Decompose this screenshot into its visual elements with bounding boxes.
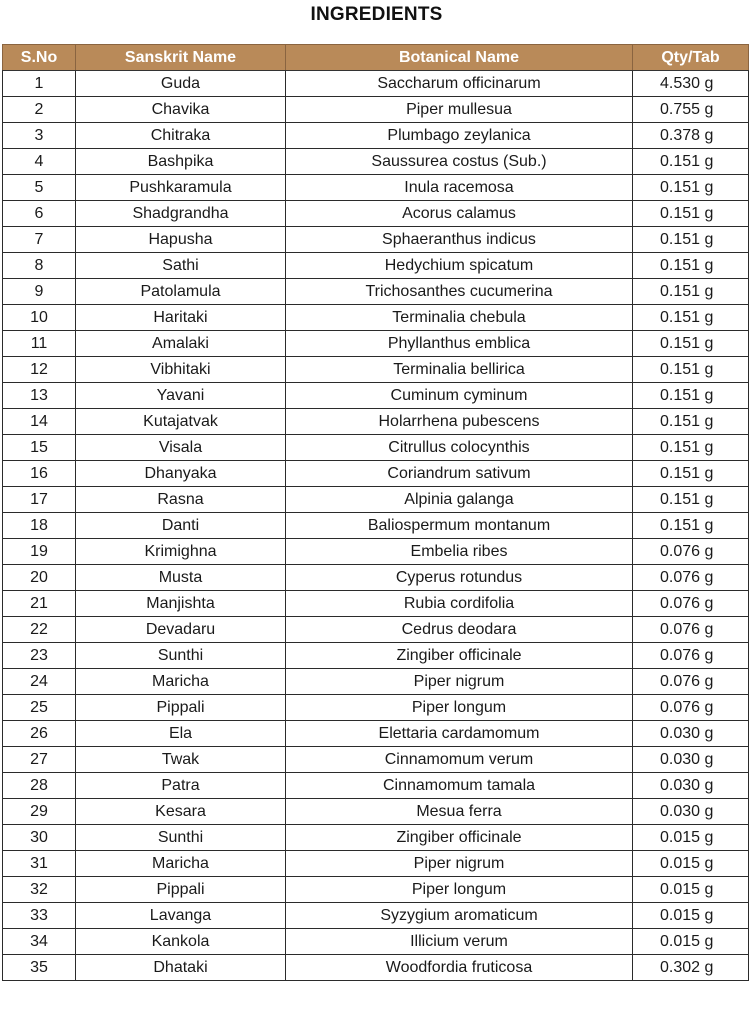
cell-sanskrit-name: Twak (76, 747, 286, 773)
ingredients-table (2, 44, 749, 981)
cell-sno: 4 (3, 149, 76, 175)
table-row (3, 851, 749, 877)
cell-botanical-name: Saussurea costus (Sub.) (286, 149, 633, 175)
cell-qty: 0.030 g (633, 721, 749, 747)
cell-sanskrit-name: Maricha (76, 669, 286, 695)
cell-qty: 0.755 g (633, 97, 749, 123)
table-row (3, 357, 749, 383)
cell-botanical-name: Rubia cordifolia (286, 591, 633, 617)
cell-botanical-name: Sphaeranthus indicus (286, 227, 633, 253)
cell-qty: 0.302 g (633, 955, 749, 981)
table-row (3, 721, 749, 747)
cell-sanskrit-name: Kesara (76, 799, 286, 825)
cell-sanskrit-name: Hapusha (76, 227, 286, 253)
cell-sno: 5 (3, 175, 76, 201)
cell-qty: 0.151 g (633, 409, 749, 435)
cell-sanskrit-name: Sunthi (76, 643, 286, 669)
cell-sanskrit-name: Patra (76, 773, 286, 799)
table-header (3, 45, 749, 71)
table-row (3, 747, 749, 773)
cell-sno: 17 (3, 487, 76, 513)
table-row (3, 409, 749, 435)
cell-qty: 0.076 g (633, 565, 749, 591)
cell-sanskrit-name: Danti (76, 513, 286, 539)
page-title: INGREDIENTS (310, 4, 443, 25)
table-row (3, 175, 749, 201)
cell-qty: 0.015 g (633, 929, 749, 955)
cell-botanical-name: Cyperus rotundus (286, 565, 633, 591)
cell-botanical-name: Baliospermum montanum (286, 513, 633, 539)
table-row (3, 617, 749, 643)
cell-qty: 0.030 g (633, 799, 749, 825)
column-header-sno: S.No (3, 45, 76, 71)
cell-sanskrit-name: Vibhitaki (76, 357, 286, 383)
cell-botanical-name: Terminalia bellirica (286, 357, 633, 383)
cell-qty: 0.076 g (633, 669, 749, 695)
cell-sanskrit-name: Bashpika (76, 149, 286, 175)
cell-botanical-name: Saccharum officinarum (286, 71, 633, 97)
cell-sanskrit-name: Ela (76, 721, 286, 747)
column-header-sanskrit-name: Sanskrit Name (76, 45, 286, 71)
table-row (3, 955, 749, 981)
cell-botanical-name: Coriandrum sativum (286, 461, 633, 487)
cell-sno: 16 (3, 461, 76, 487)
table-row (3, 565, 749, 591)
cell-sno: 32 (3, 877, 76, 903)
cell-botanical-name: Inula racemosa (286, 175, 633, 201)
table-row (3, 461, 749, 487)
cell-sanskrit-name: Kankola (76, 929, 286, 955)
table-row (3, 97, 749, 123)
cell-sanskrit-name: Pippali (76, 877, 286, 903)
cell-qty: 0.151 g (633, 175, 749, 201)
cell-sanskrit-name: Manjishta (76, 591, 286, 617)
cell-botanical-name: Trichosanthes cucumerina (286, 279, 633, 305)
cell-sno: 7 (3, 227, 76, 253)
cell-sanskrit-name: Guda (76, 71, 286, 97)
cell-botanical-name: Acorus calamus (286, 201, 633, 227)
cell-sno: 12 (3, 357, 76, 383)
cell-botanical-name: Syzygium aromaticum (286, 903, 633, 929)
cell-qty: 0.151 g (633, 383, 749, 409)
cell-botanical-name: Elettaria cardamomum (286, 721, 633, 747)
cell-sanskrit-name: Haritaki (76, 305, 286, 331)
cell-sanskrit-name: Dhanyaka (76, 461, 286, 487)
cell-sno: 11 (3, 331, 76, 357)
cell-qty: 0.076 g (633, 617, 749, 643)
cell-qty: 0.151 g (633, 357, 749, 383)
cell-sanskrit-name: Sunthi (76, 825, 286, 851)
table-body (3, 71, 749, 981)
cell-sno: 20 (3, 565, 76, 591)
cell-botanical-name: Cedrus deodara (286, 617, 633, 643)
table-row (3, 383, 749, 409)
cell-qty: 0.015 g (633, 877, 749, 903)
cell-sno: 2 (3, 97, 76, 123)
cell-qty: 0.015 g (633, 903, 749, 929)
cell-botanical-name: Cuminum cyminum (286, 383, 633, 409)
cell-sanskrit-name: Krimighna (76, 539, 286, 565)
cell-sno: 30 (3, 825, 76, 851)
cell-sanskrit-name: Musta (76, 565, 286, 591)
cell-sanskrit-name: Lavanga (76, 903, 286, 929)
cell-botanical-name: Alpinia galanga (286, 487, 633, 513)
table-row (3, 253, 749, 279)
cell-botanical-name: Cinnamomum tamala (286, 773, 633, 799)
cell-botanical-name: Holarrhena pubescens (286, 409, 633, 435)
cell-qty: 0.151 g (633, 305, 749, 331)
cell-sno: 14 (3, 409, 76, 435)
cell-sno: 33 (3, 903, 76, 929)
cell-sanskrit-name: Pippali (76, 695, 286, 721)
table-row (3, 877, 749, 903)
cell-botanical-name: Hedychium spicatum (286, 253, 633, 279)
table-row (3, 435, 749, 461)
cell-sanskrit-name: Kutajatvak (76, 409, 286, 435)
cell-sno: 24 (3, 669, 76, 695)
cell-qty: 0.151 g (633, 201, 749, 227)
cell-sno: 28 (3, 773, 76, 799)
table-row (3, 695, 749, 721)
table-row (3, 487, 749, 513)
cell-qty: 0.151 g (633, 149, 749, 175)
cell-botanical-name: Plumbago zeylanica (286, 123, 633, 149)
cell-sno: 8 (3, 253, 76, 279)
cell-sanskrit-name: Maricha (76, 851, 286, 877)
cell-sanskrit-name: Yavani (76, 383, 286, 409)
cell-sno: 23 (3, 643, 76, 669)
cell-sanskrit-name: Rasna (76, 487, 286, 513)
table-row (3, 279, 749, 305)
cell-sno: 9 (3, 279, 76, 305)
cell-qty: 4.530 g (633, 71, 749, 97)
cell-qty: 0.015 g (633, 825, 749, 851)
cell-botanical-name: Piper nigrum (286, 669, 633, 695)
cell-qty: 0.076 g (633, 591, 749, 617)
cell-qty: 0.151 g (633, 279, 749, 305)
cell-botanical-name: Piper nigrum (286, 851, 633, 877)
cell-sno: 1 (3, 71, 76, 97)
cell-botanical-name: Piper longum (286, 695, 633, 721)
cell-qty: 0.076 g (633, 539, 749, 565)
table-row (3, 773, 749, 799)
cell-sanskrit-name: Sathi (76, 253, 286, 279)
cell-sanskrit-name: Dhataki (76, 955, 286, 981)
cell-botanical-name: Terminalia chebula (286, 305, 633, 331)
table-row (3, 539, 749, 565)
cell-sno: 13 (3, 383, 76, 409)
cell-botanical-name: Woodfordia fruticosa (286, 955, 633, 981)
table-row (3, 227, 749, 253)
cell-qty: 0.030 g (633, 773, 749, 799)
cell-botanical-name: Mesua ferra (286, 799, 633, 825)
cell-qty: 0.151 g (633, 227, 749, 253)
cell-sno: 22 (3, 617, 76, 643)
cell-qty: 0.151 g (633, 513, 749, 539)
cell-sno: 34 (3, 929, 76, 955)
table-row (3, 643, 749, 669)
table-row (3, 591, 749, 617)
cell-botanical-name: Citrullus colocynthis (286, 435, 633, 461)
table-row (3, 669, 749, 695)
cell-botanical-name: Phyllanthus emblica (286, 331, 633, 357)
cell-qty: 0.030 g (633, 747, 749, 773)
cell-qty: 0.151 g (633, 435, 749, 461)
cell-sanskrit-name: Chavika (76, 97, 286, 123)
cell-qty: 0.076 g (633, 643, 749, 669)
table-row (3, 903, 749, 929)
cell-sanskrit-name: Amalaki (76, 331, 286, 357)
cell-qty: 0.151 g (633, 487, 749, 513)
table-row (3, 513, 749, 539)
cell-qty: 0.076 g (633, 695, 749, 721)
cell-sno: 18 (3, 513, 76, 539)
table-row (3, 331, 749, 357)
cell-sno: 25 (3, 695, 76, 721)
cell-sanskrit-name: Pushkaramula (76, 175, 286, 201)
cell-botanical-name: Zingiber officinale (286, 643, 633, 669)
cell-botanical-name: Cinnamomum verum (286, 747, 633, 773)
cell-sno: 35 (3, 955, 76, 981)
cell-qty: 0.378 g (633, 123, 749, 149)
table-row (3, 149, 749, 175)
table-row (3, 799, 749, 825)
table-row (3, 929, 749, 955)
table-row (3, 305, 749, 331)
cell-botanical-name: Illicium verum (286, 929, 633, 955)
table-row (3, 201, 749, 227)
cell-sno: 29 (3, 799, 76, 825)
cell-qty: 0.151 g (633, 461, 749, 487)
cell-qty: 0.151 g (633, 331, 749, 357)
column-header-qty-per-tab: Qty/Tab (633, 45, 749, 71)
cell-qty: 0.015 g (633, 851, 749, 877)
header-row (3, 45, 749, 71)
cell-botanical-name: Piper mullesua (286, 97, 633, 123)
cell-botanical-name: Zingiber officinale (286, 825, 633, 851)
cell-sno: 3 (3, 123, 76, 149)
cell-sanskrit-name: Shadgrandha (76, 201, 286, 227)
cell-sno: 27 (3, 747, 76, 773)
cell-sanskrit-name: Chitraka (76, 123, 286, 149)
cell-sno: 21 (3, 591, 76, 617)
table-row (3, 123, 749, 149)
cell-sno: 19 (3, 539, 76, 565)
table-row (3, 71, 749, 97)
cell-botanical-name: Piper longum (286, 877, 633, 903)
cell-botanical-name: Embelia ribes (286, 539, 633, 565)
cell-qty: 0.151 g (633, 253, 749, 279)
cell-sno: 6 (3, 201, 76, 227)
cell-sno: 15 (3, 435, 76, 461)
cell-sno: 26 (3, 721, 76, 747)
cell-sno: 31 (3, 851, 76, 877)
column-header-botanical-name: Botanical Name (286, 45, 633, 71)
cell-sno: 10 (3, 305, 76, 331)
cell-sanskrit-name: Patolamula (76, 279, 286, 305)
cell-sanskrit-name: Devadaru (76, 617, 286, 643)
cell-sanskrit-name: Visala (76, 435, 286, 461)
table-row (3, 825, 749, 851)
